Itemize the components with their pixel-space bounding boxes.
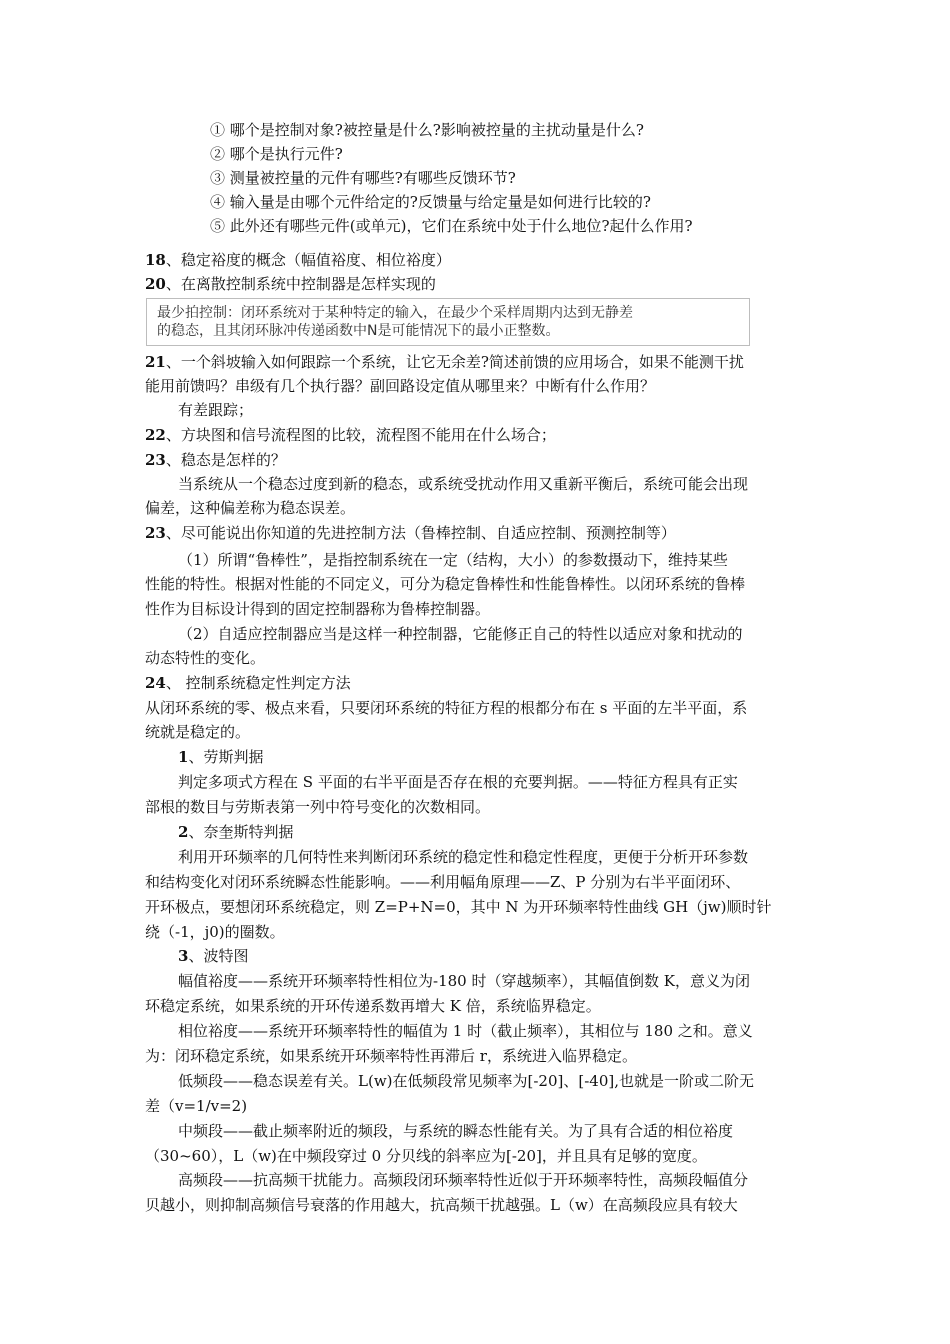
question-number: 18 bbox=[145, 251, 166, 269]
question-number: 24 bbox=[145, 674, 166, 692]
question-number: 20 bbox=[145, 275, 166, 293]
question-20 bbox=[145, 274, 436, 294]
answer-text: 和结构变化对闭环系统瞬态性能影响。——利用幅角原理——Z、P 分别为右半平面闭环、 bbox=[145, 873, 741, 891]
answer-text: 动态特性的变化。 bbox=[145, 649, 266, 667]
answer-text: 偏差，这种偏差称为稳态误差。 bbox=[145, 499, 356, 517]
question-text: 、一个斜坡输入如何跟踪一个系统，让它无余差?简述前馈的应用场合，如果不能测干扰 bbox=[165, 353, 744, 371]
question-23 bbox=[145, 450, 286, 470]
question-22 bbox=[145, 425, 556, 445]
answer-text: 贝越小，则抑制高频信号衰落的作用越大，抗高频干扰越强。L（w）在高频段应具有较大 bbox=[145, 1196, 738, 1214]
list-item: ① 哪个是控制对象?被控量是什么?影响被控量的主扰动量是什么? bbox=[210, 121, 644, 139]
question-text: 、稳定裕度的概念（幅值裕度、相位裕度） bbox=[165, 251, 451, 269]
answer-text: 高频段——抗高频干扰能力。高频段闭环频率特性近似于开环频率特性，高频段幅值分 bbox=[178, 1171, 749, 1189]
question-21 bbox=[145, 352, 744, 372]
section-title: 、劳斯判据 bbox=[188, 748, 264, 766]
question-number: 23 bbox=[145, 524, 166, 542]
list-item: ④ 输入量是由哪个元件给定的?反馈量与给定量是如何进行比较的? bbox=[210, 193, 651, 211]
answer-text: 性能的特性。根据对性能的不同定义，可分为稳定鲁棒性和性能鲁棒性。以闭环系统的鲁棒 bbox=[145, 575, 746, 593]
section-number: 3 bbox=[178, 947, 189, 965]
list-item: ② 哪个是执行元件? bbox=[210, 145, 343, 163]
section-heading bbox=[178, 946, 248, 966]
answer-text: 中频段——截止频率附近的频段，与系统的瞬态性能有关。为了具有合适的相位裕度 bbox=[178, 1122, 734, 1140]
question-text: 能用前馈吗？串级有几个执行器？副回路设定值从哪里来？中断有什么作用？ bbox=[145, 377, 656, 395]
answer-text: 绕（-1，j0)的圈数。 bbox=[145, 923, 285, 941]
section-title: 、奈奎斯特判据 bbox=[188, 823, 294, 841]
answer-text: 环稳定系统，如果系统的开环传递系数再增大 K 倍，系统临界稳定。 bbox=[145, 997, 601, 1015]
question-18 bbox=[145, 250, 451, 270]
answer-text: 判定多项式方程在 S 平面的右半平面是否存在根的充要判据。——特征方程具有正实 bbox=[178, 773, 738, 791]
question-text: 、 控制系统稳定性判定方法 bbox=[165, 674, 351, 692]
list-item: ⑤ 此外还有哪些元件(或单元)，它们在系统中处于什么地位?起什么作用? bbox=[210, 217, 693, 235]
list-item: ③ 测量被控量的元件有哪些?有哪些反馈环节? bbox=[210, 169, 516, 187]
excerpt-line: 最少拍控制：闭环系统对于某种特定的输入，在最少个采样周期内达到无静差 bbox=[157, 305, 633, 321]
question-text: 、在离散控制系统中控制器是怎样实现的 bbox=[165, 275, 436, 293]
answer-text: 差（v=1/v=2) bbox=[145, 1097, 248, 1115]
section-heading bbox=[178, 822, 293, 842]
answer-text: 为：闭环稳定系统，如果系统开环频率特性再滞后 r，系统进入临界稳定。 bbox=[145, 1047, 637, 1065]
answer-text: 开环极点，要想闭环系统稳定，则 Z=P+N=0，其中 N 为开环频率特性曲线 GH（jw)顺时针 bbox=[145, 898, 772, 916]
question-23b bbox=[145, 523, 676, 543]
section-heading bbox=[178, 747, 263, 767]
question-number: 22 bbox=[145, 426, 166, 444]
answer-text: 部根的数目与劳斯表第一列中符号变化的次数相同。 bbox=[145, 798, 491, 816]
section-number: 1 bbox=[178, 748, 189, 766]
question-text: 、稳态是怎样的？ bbox=[165, 451, 286, 469]
answer-text: （1）所谓“鲁棒性”，是指控制系统在一定（结构，大小）的参数摄动下，维持某些 bbox=[178, 551, 728, 569]
question-number: 21 bbox=[145, 353, 166, 371]
question-24 bbox=[145, 673, 351, 693]
question-text: 、方块图和信号流程图的比较，流程图不能用在什么场合； bbox=[165, 426, 556, 444]
question-number: 23 bbox=[145, 451, 166, 469]
answer-text: 统就是稳定的。 bbox=[145, 723, 251, 741]
answer-text: 相位裕度——系统开环频率特性的幅值为 1 时（截止频率），其相位与 180 之和。意义 bbox=[178, 1022, 753, 1040]
answer-text: 性作为目标设计得到的固定控制器称为鲁棒控制器。 bbox=[145, 600, 491, 618]
answer-text: 利用开环频率的几何特性来判断闭环系统的稳定性和稳定性程度，更便于分析开环参数 bbox=[178, 848, 749, 866]
answer-text: （2）自适应控制器应当是这样一种控制器，它能修正自己的特性以适应对象和扰动的 bbox=[178, 625, 743, 643]
answer-text: 当系统从一个稳态过度到新的稳态，或系统受扰动作用又重新平衡后，系统可能会出现 bbox=[178, 475, 749, 493]
answer-text: 从闭环系统的零、极点来看，只要闭环系统的特征方程的根都分布在 s 平面的左半平面，系 bbox=[145, 699, 748, 717]
section-title: 、波特图 bbox=[188, 947, 249, 965]
excerpt-line: 的稳态，且其闭环脉冲传递函数中N是可能情况下的最小正整数。 bbox=[157, 323, 560, 339]
answer-text: 幅值裕度——系统开环频率特性相位为-180 时（穿越频率），其幅值倒数 K，意义为闭 bbox=[178, 972, 750, 990]
section-number: 2 bbox=[178, 823, 189, 841]
answer-text: 低频段——稳态误差有关。L(w)在低频段常见频率为[-20]、[-40],也就是一阶或二阶无 bbox=[178, 1072, 754, 1090]
answer-text: （30~60），L（w)在中频段穿过 0 分贝线的斜率应为[-20]，并且具有足够的宽度。 bbox=[145, 1147, 707, 1165]
excerpt-box bbox=[146, 298, 750, 346]
question-text: 、尽可能说出你知道的先进控制方法（鲁棒控制、自适应控制、预测控制等） bbox=[165, 524, 676, 542]
answer-text: 有差跟踪； bbox=[178, 401, 254, 419]
